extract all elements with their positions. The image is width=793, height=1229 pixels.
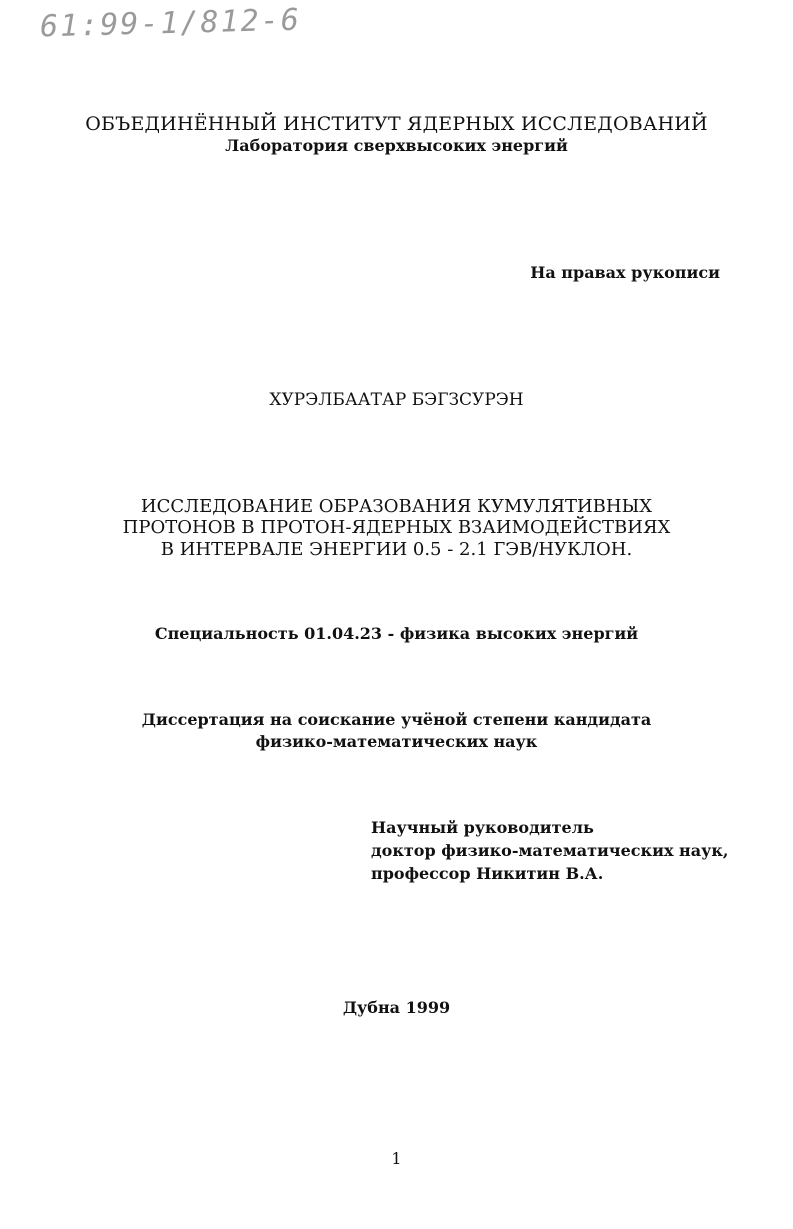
author-name: ХУРЭЛБААТАР БЭГЗСУРЭН [269, 390, 524, 410]
dissertation-degree-line-1: Диссертация на соискание учёной степени кандидата [141, 710, 652, 729]
supervisor-block [371, 816, 729, 885]
dissertation-degree-line-2: физико-математических наук [255, 732, 538, 751]
supervisor-name: профессор Никитин В.А. [371, 864, 604, 883]
thesis-title-line-3: В ИНТЕРВАЛЕ ЭНЕРГИИ 0.5 - 2.1 ГЭВ/НУКЛОН. [160, 539, 633, 560]
speciality-line: Специальность 01.04.23 - физика высоких энергий [154, 624, 639, 643]
handwritten-library-code: 61:99-1/812-6 [39, 2, 302, 45]
page-number: 1 [391, 1149, 402, 1168]
laboratory-name: Лаборатория сверхвысоких энергий [225, 136, 568, 155]
supervisor-degree: доктор физико-математических наук, [371, 841, 729, 860]
thesis-title-line-2: ПРОТОНОВ В ПРОТОН-ЯДЕРНЫХ ВЗАИМОДЕЙСТВИЯХ [122, 517, 671, 538]
supervisor-role: Научный руководитель [371, 818, 594, 837]
manuscript-rights-note: На правах рукописи [530, 263, 720, 282]
city-year: Дубна 1999 [342, 998, 451, 1017]
institute-name: ОБЪЕДИНЁННЫЙ ИНСТИТУТ ЯДЕРНЫХ ИССЛЕДОВАНИЙ [85, 113, 708, 135]
thesis-title-line-1: ИССЛЕДОВАНИЕ ОБРАЗОВАНИЯ КУМУЛЯТИВНЫХ [140, 496, 653, 517]
